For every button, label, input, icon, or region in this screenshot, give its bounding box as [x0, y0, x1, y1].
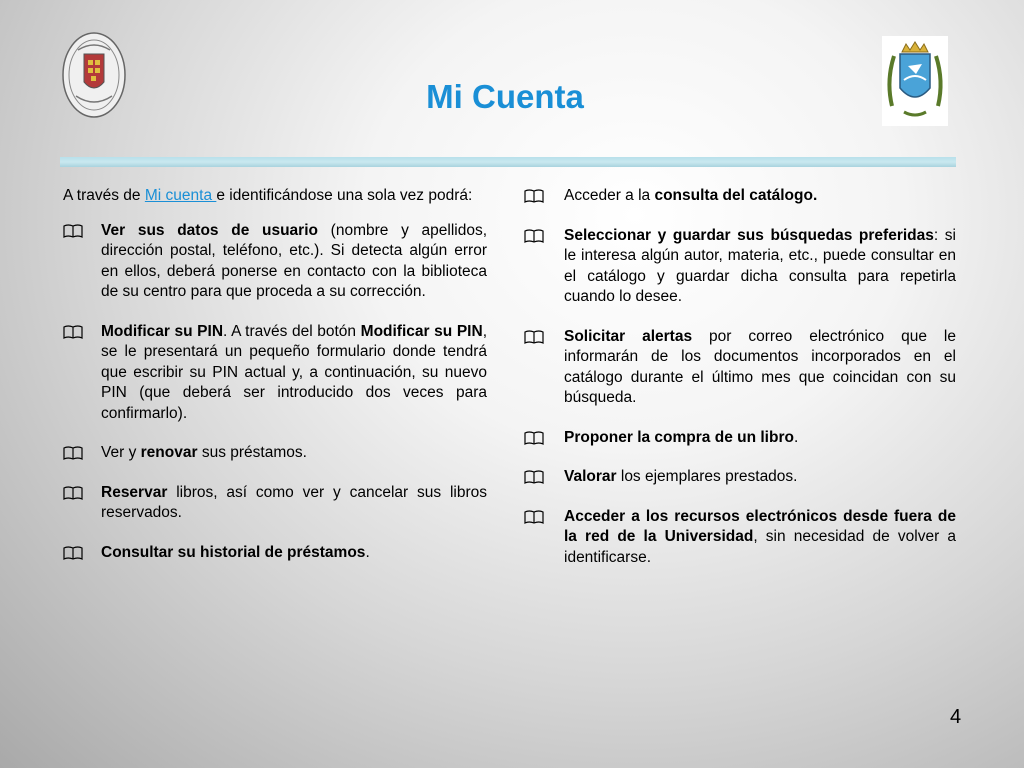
bullet-text: libros, así como ver y cancelar sus libros reservados.: [101, 483, 487, 521]
book-icon: [63, 221, 87, 303]
book-icon: [63, 543, 87, 564]
list-item: [524, 327, 956, 409]
book-icon: [63, 443, 87, 464]
list-item: [524, 507, 956, 569]
bullet-bold-text: Proponer la compra de un libro: [564, 428, 794, 446]
list-item: [63, 322, 487, 425]
book-icon: [524, 507, 548, 569]
book-icon: [524, 467, 548, 488]
list-item: [63, 483, 487, 524]
list-item: [524, 428, 956, 449]
bullet-text: , se le presentará un pequeño formulario donde tendrá que escribir su PIN actual y, a continuación, su nuevo PIN (que deberá ser introducido dos veces para confirmarlo).: [101, 322, 487, 422]
bullet-bold-text: Acceder a los recursos electrónicos desde fuera de la red de la Universidad: [564, 507, 956, 545]
bullet-text: Ver y: [101, 444, 141, 461]
title-divider: [60, 157, 956, 167]
bullet-text: . A través del botón: [223, 322, 361, 340]
bullet-text: .: [793, 428, 799, 446]
bullet-text: : si le interesa algún autor, materia, etc., puede consultar en el catálogo y guardar dicha consulta para repetirla cuando lo desee.: [564, 226, 956, 305]
bullet-bold-text: Reservar: [101, 483, 168, 501]
bullet-text: los ejemplares prestados.: [616, 468, 798, 485]
list-item: [524, 186, 956, 207]
intro-paragraph: [63, 186, 487, 207]
bullet-bold-text: Ver sus datos de usuario: [101, 221, 318, 239]
bullet-bold-text: Solicitar alertas: [564, 327, 693, 345]
book-icon: [524, 327, 548, 409]
bullet-text: , sin necesidad de volver a identificarse.: [564, 528, 956, 566]
page-number: 4: [950, 706, 962, 728]
intro-text-before: A través de: [63, 187, 145, 204]
bullet-text: por correo electrónico que le informarán de los documentos incorporados en el catálogo durante el último mes que coincidan con su búsqueda.: [564, 327, 956, 406]
book-icon: [63, 322, 87, 425]
book-icon: [524, 186, 548, 207]
bullet-bold-text: Seleccionar y guardar sus búsquedas preferidas: [564, 226, 934, 244]
book-icon: [63, 483, 87, 524]
list-item: [524, 467, 956, 488]
right-column: [524, 186, 956, 587]
bullet-bold-text: Modificar su PIN: [360, 322, 483, 340]
bullet-bold-text: renovar: [140, 444, 198, 461]
bullet-text: Acceder a la: [564, 187, 655, 204]
book-icon: [524, 428, 548, 449]
bullet-text: sus préstamos.: [197, 444, 307, 461]
bullet-bold-text: Modificar su PIN: [101, 322, 224, 340]
page-title: Mi Cuenta: [426, 78, 584, 115]
list-item: [524, 226, 956, 308]
bullet-bold-text: consulta del catálogo.: [654, 187, 818, 204]
bullet-text: (nombre y apellidos, dirección postal, teléfono, etc.). Si detecta algún error en ellos, deberá ponerse en contacto con la biblioteca de su centro para que proceda a su corrección.: [101, 221, 488, 300]
left-column: [63, 186, 487, 582]
intro-text-after: e identificándose una sola vez podrá:: [216, 187, 473, 204]
list-item: [63, 543, 487, 564]
book-icon: [524, 226, 548, 308]
bullet-bold-text: Consultar su historial de préstamos: [101, 543, 366, 561]
list-item: [63, 221, 487, 303]
bullet-text: .: [365, 543, 370, 561]
bullet-bold-text: Valorar: [564, 468, 617, 485]
list-item: [63, 443, 487, 464]
mi-cuenta-link[interactable]: Mi cuenta: [144, 187, 217, 204]
